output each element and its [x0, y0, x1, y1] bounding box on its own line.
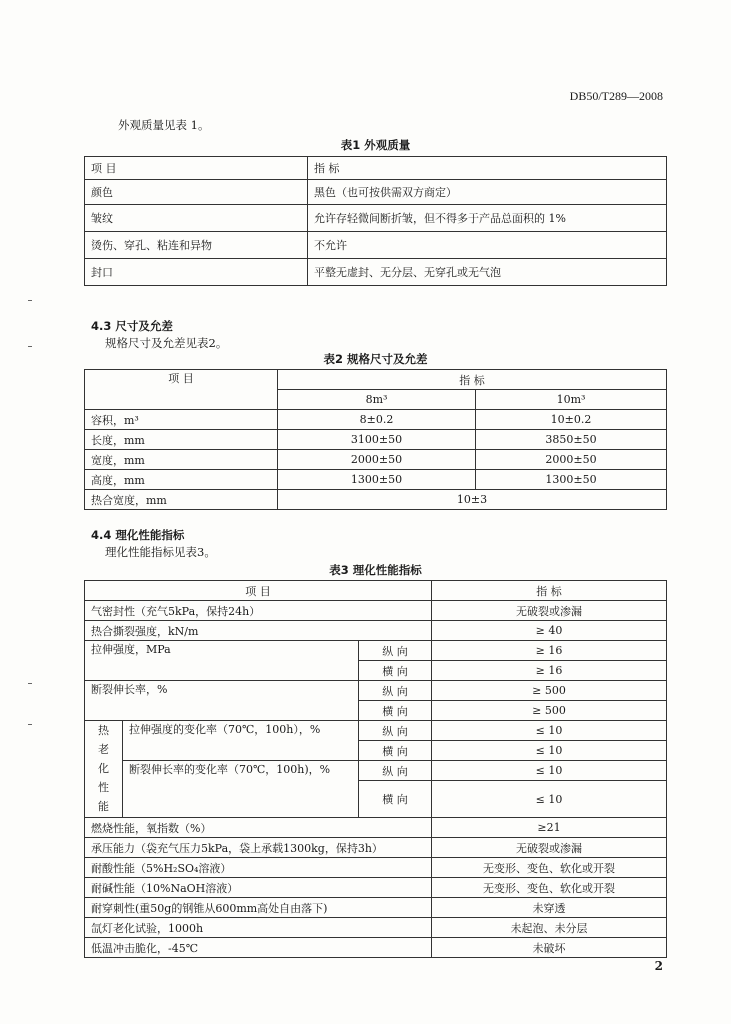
table-cell: 3100±50 — [278, 430, 476, 450]
section-4-3-title: 4.3 尺寸及允差 — [91, 319, 173, 333]
table-cell: 拉伸强度，MPa — [85, 641, 359, 681]
table-row — [85, 641, 667, 661]
table-header-cell: 项 目 — [85, 581, 432, 601]
table-cell: 烫伤、穿孔、粘连和异物 — [85, 232, 308, 259]
table-row — [85, 878, 667, 898]
table-header-cell: 8m³ — [278, 390, 476, 410]
section-4-4-text: 理化性能指标见表3。 — [105, 545, 216, 559]
aging-label-char: 化 — [98, 762, 109, 775]
table-cell: 颜色 — [85, 180, 308, 205]
aging-label-cell — [85, 721, 123, 818]
table-cell: 无破裂或渗漏 — [432, 601, 667, 621]
table-cell: 平整无虚封、无分层、无穿孔或无气泡 — [308, 259, 667, 286]
table-row — [85, 490, 667, 510]
scan-mark — [28, 346, 32, 347]
section-4-3-text: 规格尺寸及允差见表2。 — [105, 336, 228, 350]
table-cell: 黑色（也可按供需双方商定） — [308, 180, 667, 205]
table-cell: 2000±50 — [278, 450, 476, 470]
table-cell: ≤ 10 — [432, 721, 667, 741]
table-cell: 断裂伸长率的变化率（70℃，100h)，% — [123, 761, 359, 818]
table-cell: 10±3 — [278, 490, 667, 510]
page-number: 2 — [654, 959, 663, 973]
table-cell: 拉伸强度的变化率（70℃，100h），% — [123, 721, 359, 761]
table-cell: 氙灯老化试验，1000h — [85, 918, 432, 938]
table-cell: 无变形、变色、软化或开裂 — [432, 858, 667, 878]
table-cell: 未破坏 — [432, 938, 667, 958]
table-header-cell: 指 标 — [432, 581, 667, 601]
table-cell: 横 向 — [359, 741, 432, 761]
table-cell: 长度，mm — [85, 430, 278, 450]
scan-mark — [28, 300, 32, 301]
table-row — [85, 430, 667, 450]
table-cell: 无变形、变色、软化或开裂 — [432, 878, 667, 898]
table-cell: 纵 向 — [359, 761, 432, 781]
aging-label-char: 老 — [98, 743, 109, 756]
table-row — [85, 721, 667, 741]
table-cell: ≤ 10 — [432, 781, 667, 818]
table-cell: 封口 — [85, 259, 308, 286]
table-cell: 皱纹 — [85, 205, 308, 232]
table-row — [85, 621, 667, 641]
table-cell: 燃烧性能，氧指数（%） — [85, 818, 432, 838]
aging-label-char: 性 — [98, 781, 109, 794]
table-cell: 低温冲击脆化，-45℃ — [85, 938, 432, 958]
table-cell: ≤ 10 — [432, 761, 667, 781]
table-row — [85, 259, 667, 286]
table-cell: 热合宽度，mm — [85, 490, 278, 510]
table-row — [85, 180, 667, 205]
table-cell: 气密封性（充气5kPa，保持24h） — [85, 601, 432, 621]
aging-label-char: 热 — [98, 724, 109, 737]
table-cell: 热合撕裂强度，kN/m — [85, 621, 432, 641]
table-row — [85, 898, 667, 918]
section-4-4-title: 4.4 理化性能指标 — [91, 528, 185, 542]
table-cell: 纵 向 — [359, 641, 432, 661]
table-cell: 横 向 — [359, 781, 432, 818]
table-cell: ≥ 16 — [432, 661, 667, 681]
table-cell: ≤ 10 — [432, 741, 667, 761]
table-cell: 1300±50 — [476, 470, 667, 490]
table-row — [85, 681, 667, 701]
table2-caption: 表2 规格尺寸及允差 — [323, 352, 428, 366]
table-header-cell: 项 目 — [85, 370, 278, 410]
table-row — [85, 470, 667, 490]
table-cell: 未穿透 — [432, 898, 667, 918]
table-row — [85, 601, 667, 621]
table-cell: ≥ 40 — [432, 621, 667, 641]
table-cell: 容积，m³ — [85, 410, 278, 430]
aging-label-char: 能 — [98, 800, 109, 813]
table-cell: ≥21 — [432, 818, 667, 838]
scan-mark — [28, 683, 32, 684]
table3-caption: 表3 理化性能指标 — [329, 563, 422, 577]
table-row — [85, 450, 667, 470]
table-cell: ≥ 500 — [432, 681, 667, 701]
table-cell: 耐穿刺性(重50g的钢锥从600mm高处自由落下) — [85, 898, 432, 918]
table-cell: 8±0.2 — [278, 410, 476, 430]
table-header-cell: 指 标 — [308, 157, 667, 180]
table-cell: 纵 向 — [359, 681, 432, 701]
table-cell: 3850±50 — [476, 430, 667, 450]
table-cell: 耐碱性能（10%NaOH溶液） — [85, 878, 432, 898]
table-row — [85, 761, 667, 781]
table-cell: 允许存轻微间断折皱，但不得多于产品总面积的 1% — [308, 205, 667, 232]
scan-mark — [28, 724, 32, 725]
table-cell: 宽度，mm — [85, 450, 278, 470]
table-header-cell: 10m³ — [476, 390, 667, 410]
table-row — [85, 581, 667, 601]
table-cell: 未起泡、未分层 — [432, 918, 667, 938]
table-cell: 1300±50 — [278, 470, 476, 490]
table-row — [85, 205, 667, 232]
table-cell: 横 向 — [359, 661, 432, 681]
table3-physicochemical — [84, 580, 667, 958]
table-header-cell: 项 目 — [85, 157, 308, 180]
table2-dimensions — [84, 369, 667, 510]
table-cell: 无破裂或渗漏 — [432, 838, 667, 858]
table-cell: 高度，mm — [85, 470, 278, 490]
table-row — [85, 938, 667, 958]
table-row — [85, 370, 667, 390]
table-row — [85, 818, 667, 838]
table-cell: ≥ 500 — [432, 701, 667, 721]
table-cell: 承压能力（袋充气压力5kPa，袋上承载1300kg，保持3h） — [85, 838, 432, 858]
document-code: DB50/T289—2008 — [569, 89, 663, 103]
table-cell: 10±0.2 — [476, 410, 667, 430]
table-cell: 纵 向 — [359, 721, 432, 741]
table-row — [85, 232, 667, 259]
table-cell: 耐酸性能（5%H₂SO₄溶液） — [85, 858, 432, 878]
intro-text: 外观质量见表 1。 — [118, 118, 210, 132]
table-cell: 断裂伸长率，% — [85, 681, 359, 721]
table1-appearance — [84, 156, 667, 286]
table-header-cell: 指 标 — [278, 370, 667, 390]
table-cell: ≥ 16 — [432, 641, 667, 661]
table-row — [85, 858, 667, 878]
table-cell: 横 向 — [359, 701, 432, 721]
table-row — [85, 918, 667, 938]
table-cell: 不允许 — [308, 232, 667, 259]
table-row — [85, 838, 667, 858]
table-row — [85, 157, 667, 180]
table1-caption: 表1 外观质量 — [340, 138, 411, 152]
table-row — [85, 410, 667, 430]
table-cell: 2000±50 — [476, 450, 667, 470]
